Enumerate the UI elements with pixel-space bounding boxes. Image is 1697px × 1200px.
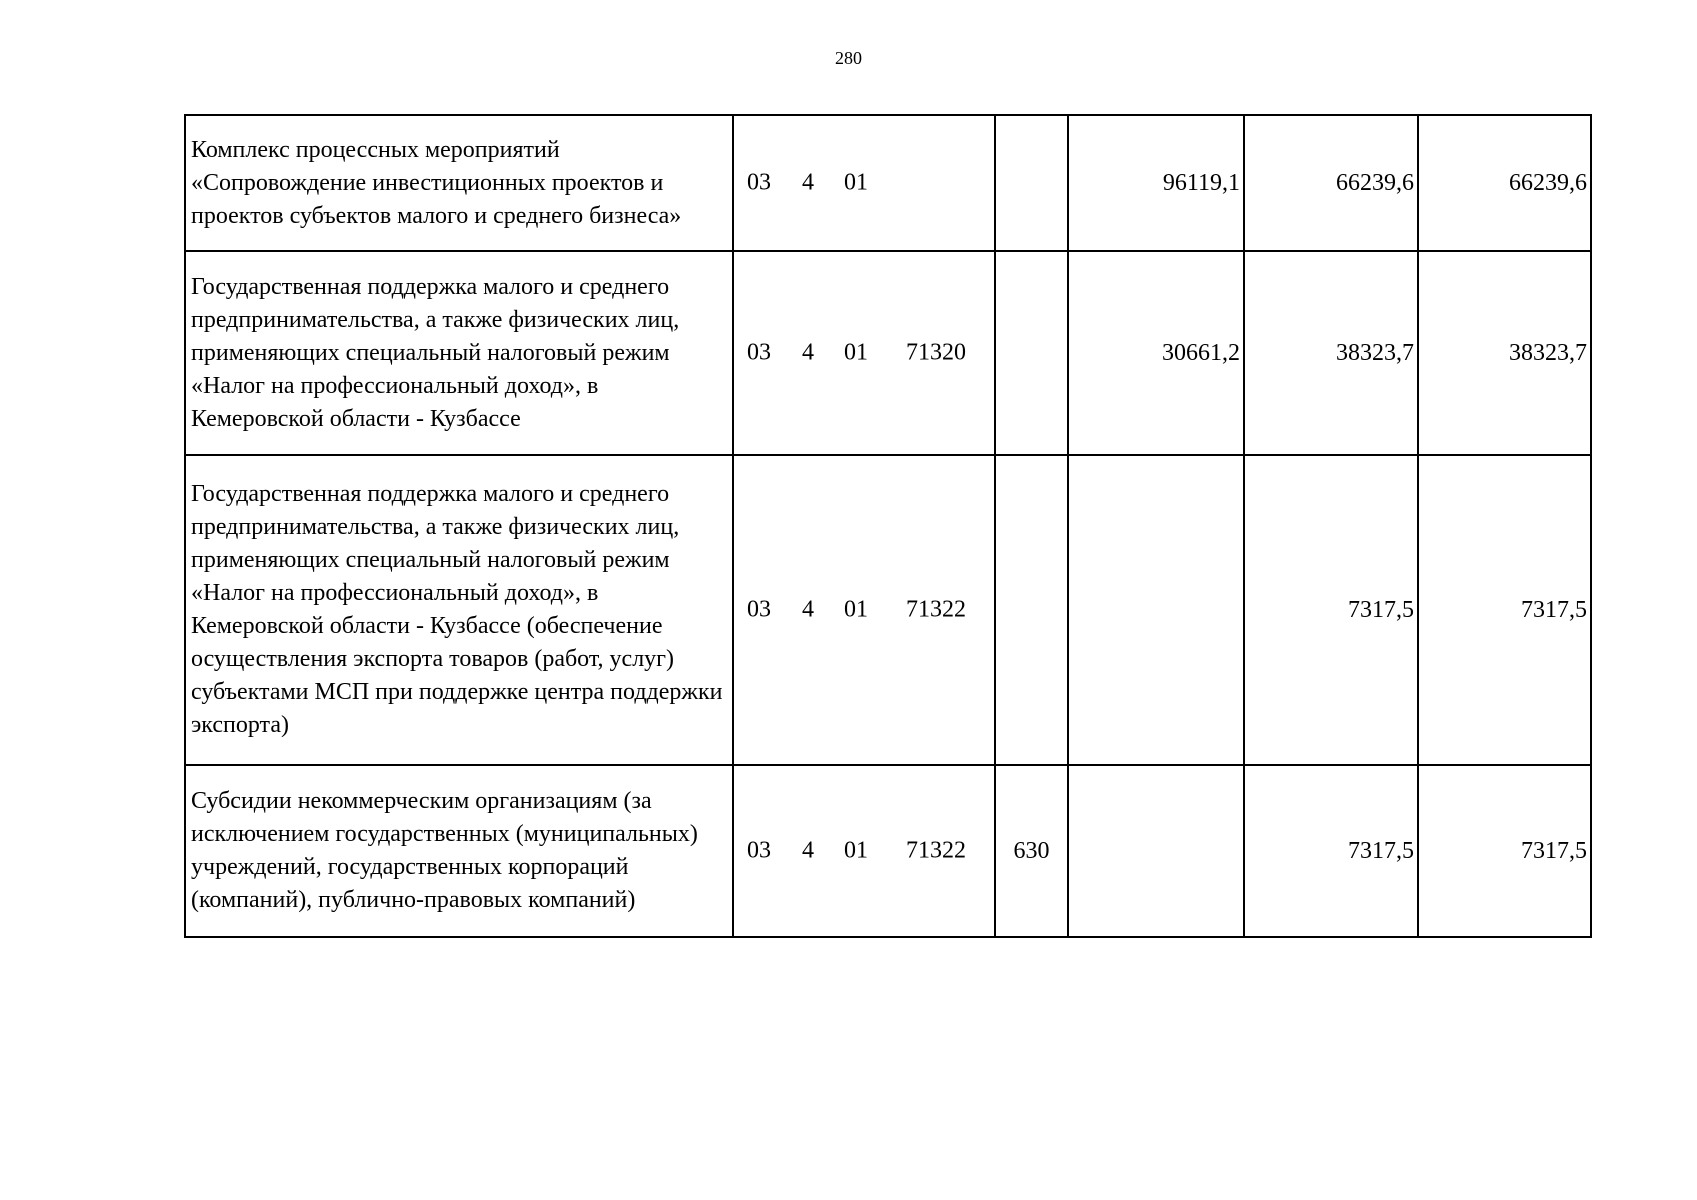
- code-program-type: 4: [802, 169, 814, 196]
- code-complex: 01: [844, 339, 868, 366]
- row-value-3: 7317,5: [1418, 455, 1591, 765]
- page-number: 280: [835, 48, 862, 68]
- row-code-cell: [733, 251, 995, 455]
- code-program-type: 4: [802, 596, 814, 623]
- row-value-1: [1068, 455, 1244, 765]
- row-value-3: 66239,6: [1418, 115, 1591, 251]
- row-value-1: 96119,1: [1068, 115, 1244, 251]
- row-expense-type-cell: [995, 115, 1068, 251]
- row-value-1: [1068, 765, 1244, 937]
- row-name-cell: Комплекс процессных мероприятий «Сопровождение инвестиционных проектов и проектов субъектов малого и среднего бизнеса»: [185, 115, 733, 251]
- code-section: 03: [747, 596, 771, 623]
- row-value-1: 30661,2: [1068, 251, 1244, 455]
- row-name-cell: Государственная поддержка малого и среднего предпринимательства, а также физических лиц, применяющих специальный налоговый режим «Налог на профессиональный доход», в Кемеровской области - Кузбассе: [185, 251, 733, 455]
- table-row: [185, 115, 1591, 251]
- table-row: [185, 765, 1591, 937]
- row-expense-type-cell: 630: [995, 765, 1068, 937]
- code-direction: 71322: [906, 837, 966, 864]
- code-complex: 01: [844, 596, 868, 623]
- code-complex: 01: [844, 169, 868, 196]
- code-complex: 01: [844, 837, 868, 864]
- row-value-3: 7317,5: [1418, 765, 1591, 937]
- code-direction: 71320: [906, 339, 966, 366]
- budget-table: [184, 114, 1592, 938]
- row-value-2: 66239,6: [1244, 115, 1418, 251]
- row-value-2: 7317,5: [1244, 455, 1418, 765]
- table-row: [185, 251, 1591, 455]
- code-section: 03: [747, 837, 771, 864]
- row-code-cell: [733, 115, 995, 251]
- row-code-cell: [733, 455, 995, 765]
- code-section: 03: [747, 339, 771, 366]
- table-row: [185, 455, 1591, 765]
- row-expense-type-cell: [995, 455, 1068, 765]
- row-code-cell: [733, 765, 995, 937]
- row-value-2: 38323,7: [1244, 251, 1418, 455]
- row-expense-type-cell: [995, 251, 1068, 455]
- code-program-type: 4: [802, 339, 814, 366]
- code-program-type: 4: [802, 837, 814, 864]
- row-name-cell: Государственная поддержка малого и среднего предпринимательства, а также физических лиц, применяющих специальный налоговый режим «Налог на профессиональный доход», в Кемеровской области - Кузбассе (обеспечение осуществления экспорта товаров (работ, услуг) субъектами МСП при поддержке центра поддержки экспорта): [185, 455, 733, 765]
- row-value-2: 7317,5: [1244, 765, 1418, 937]
- code-section: 03: [747, 169, 771, 196]
- row-name-cell: Субсидии некоммерческим организациям (за исключением государственных (муниципальных) учреждений, государственных корпораций (компаний), публично-правовых компаний): [185, 765, 733, 937]
- row-value-3: 38323,7: [1418, 251, 1591, 455]
- code-direction: 71322: [906, 596, 966, 623]
